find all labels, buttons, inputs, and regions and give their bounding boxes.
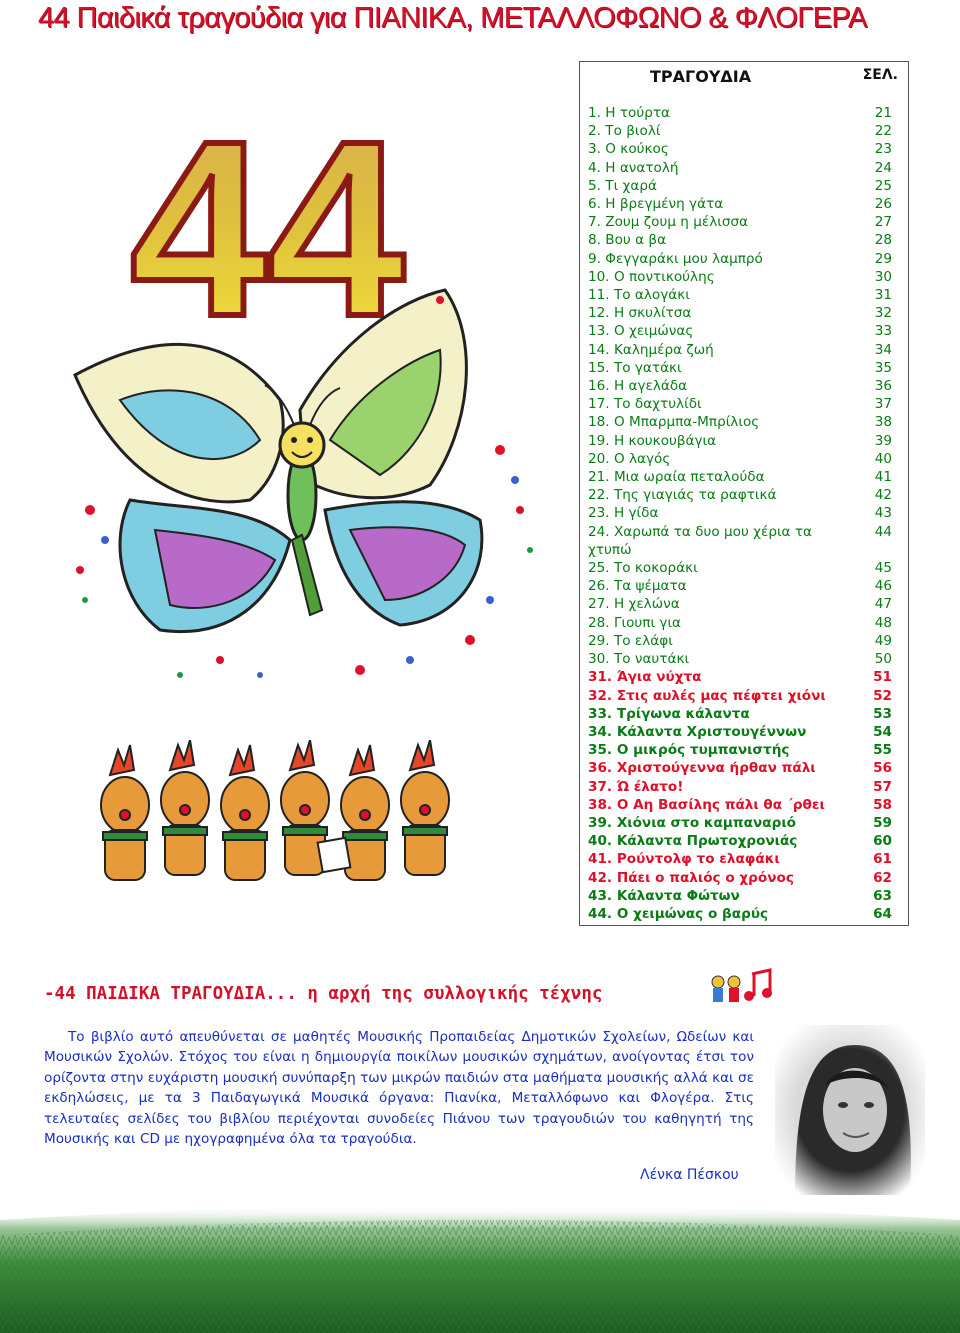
- song-page: 50: [874, 651, 892, 668]
- song-row: [580, 486, 908, 504]
- song-title: 26. Τα ψέματα: [588, 578, 687, 595]
- song-row: [580, 523, 908, 559]
- song-title: 19. Η κουκουβάγια: [588, 432, 717, 449]
- song-row: [580, 359, 908, 377]
- song-title: 12. Η σκυλίτσα: [588, 305, 692, 322]
- song-page: 40: [874, 450, 892, 467]
- song-title: 15. Το γατάκι: [588, 359, 682, 376]
- song-page: 32: [874, 305, 892, 322]
- songs-list: [580, 96, 908, 925]
- song-title: 9. Φεγγαράκι μου λαμπρό: [588, 250, 763, 267]
- children-music-icon: [708, 968, 778, 1008]
- song-title: 5. Τι χαρά: [588, 177, 657, 194]
- song-row: [580, 650, 908, 668]
- song-row: [580, 759, 908, 777]
- song-row: [580, 632, 908, 650]
- song-row: [580, 286, 908, 304]
- song-page: 27: [874, 214, 892, 231]
- song-title: 29. Το ελάφι: [588, 632, 673, 649]
- song-title: 36. Χριστούγεννα ήρθαν πάλι: [588, 760, 816, 777]
- song-title: 16. Η αγελάδα: [588, 378, 688, 395]
- song-title: 42. Πάει ο παλιός ο χρόνος: [588, 869, 794, 886]
- song-row: [580, 450, 908, 468]
- song-row: [580, 468, 908, 486]
- song-row: [580, 341, 908, 359]
- song-page: 26: [874, 196, 892, 213]
- song-row: [580, 322, 908, 340]
- song-row: [580, 850, 908, 868]
- song-row: [580, 778, 908, 796]
- song-title: 34. Κάλαντα Χριστουγέννων: [588, 723, 807, 740]
- song-title: 13. Ο χειμώνας: [588, 323, 694, 340]
- song-title: 4. Η ανατολή: [588, 159, 679, 176]
- song-page: 49: [874, 632, 892, 649]
- song-page: 29: [874, 250, 892, 267]
- song-page: 45: [874, 560, 892, 577]
- song-title: 3. Ο κούκος: [588, 141, 669, 158]
- song-page: 44: [874, 523, 892, 540]
- grass-footer: [0, 1195, 960, 1333]
- song-page: 34: [874, 341, 892, 358]
- song-title: 43. Κάλαντα Φώτων: [588, 887, 740, 904]
- song-title: 22. Της γιαγιάς τα ραφτικά: [588, 487, 777, 504]
- song-page: 38: [874, 414, 892, 431]
- song-page: 57: [873, 778, 892, 795]
- song-title: 28. Γιουπι για: [588, 614, 682, 631]
- song-title: 44. Ο χειμώνας ο βαρύς: [588, 905, 769, 922]
- song-title: 35. Ο μικρός τυμπανιστής: [588, 742, 790, 759]
- song-title: 33. Τρίγωνα κάλαντα: [588, 705, 750, 722]
- song-page: 48: [874, 614, 892, 631]
- song-page: 33: [874, 323, 892, 340]
- songs-table-header: [580, 62, 908, 96]
- song-row: [580, 213, 908, 231]
- song-page: 63: [873, 887, 892, 904]
- song-page: 21: [874, 105, 892, 121]
- song-row: [580, 668, 908, 686]
- author-photo: [775, 1025, 925, 1195]
- song-title: 8. Βου α βα: [588, 232, 667, 249]
- song-row: [580, 250, 908, 268]
- song-title: 10. Ο ποντικούλης: [588, 268, 715, 285]
- song-title: 17. Το δαχτυλίδι: [588, 396, 702, 413]
- song-page: 53: [873, 705, 892, 722]
- song-row: [580, 268, 908, 286]
- song-title: 27. Η χελώνα: [588, 596, 680, 613]
- song-page: 37: [874, 396, 892, 413]
- song-row: [580, 231, 908, 249]
- song-row: [580, 559, 908, 577]
- song-page: 24: [874, 159, 892, 176]
- song-row: [580, 814, 908, 832]
- song-row: [580, 122, 908, 140]
- song-page: 31: [874, 287, 892, 304]
- song-page: 25: [874, 177, 892, 194]
- song-title: 7. Ζουμ ζουμ η μέλισσα: [588, 214, 749, 231]
- song-page: 58: [873, 796, 892, 813]
- songs-header: ΤΡΑΓΟΥΔΙΑ: [650, 67, 752, 86]
- reindeer-illustration: [100, 740, 480, 910]
- song-title: 6. Η βρεγμένη γάτα: [588, 196, 724, 213]
- song-row: [580, 195, 908, 213]
- song-title: 41. Ρούντολφ το ελαφάκι: [588, 851, 780, 868]
- song-row: [580, 377, 908, 395]
- song-row: [580, 705, 908, 723]
- song-row: [580, 140, 908, 158]
- song-row: [580, 887, 908, 905]
- song-page: 28: [874, 232, 892, 249]
- song-page: 47: [874, 596, 892, 613]
- song-page: 54: [873, 723, 892, 740]
- author-name: Λένκα Πέσκου: [640, 1167, 739, 1183]
- song-title: 2. Το βιολί: [588, 123, 661, 140]
- big-44-text: 44: [130, 105, 405, 335]
- song-title: 20. Ο λαγός: [588, 450, 671, 467]
- song-row: [580, 595, 908, 613]
- song-row: [580, 869, 908, 887]
- song-page: 35: [874, 359, 892, 376]
- song-row: [580, 304, 908, 322]
- butterfly-illustration: [60, 280, 580, 700]
- song-page: 30: [874, 268, 892, 285]
- song-page: 52: [873, 687, 892, 704]
- songs-table: [579, 61, 909, 926]
- song-page: 46: [874, 578, 892, 595]
- song-title: 21. Μια ωραία πεταλούδα: [588, 469, 765, 486]
- song-row: [580, 395, 908, 413]
- song-row: [580, 741, 908, 759]
- song-page: 60: [873, 833, 892, 850]
- song-page: 42: [874, 487, 892, 504]
- song-row: [580, 723, 908, 741]
- song-title: 14. Καλημέρα ζωή: [588, 341, 714, 358]
- song-page: 43: [874, 505, 892, 522]
- song-page: 59: [873, 814, 892, 831]
- song-title: 25. Το κοκοράκι: [588, 560, 698, 577]
- song-title: 24. Χαρωπά τα δυο μου χέρια τα χτυπώ: [588, 523, 812, 558]
- song-page: 55: [873, 742, 892, 759]
- song-title: 39. Χιόνια στο καμπαναριό: [588, 814, 796, 831]
- song-title: 32. Στις αυλές μας πέφτει χιόνι: [588, 687, 826, 704]
- song-row: [580, 159, 908, 177]
- song-title: 18. Ο Μπαρμπα-Μπρίλιος: [588, 414, 760, 431]
- song-row: [580, 177, 908, 195]
- song-page: 64: [873, 905, 892, 922]
- song-row: [580, 796, 908, 814]
- song-title: 40. Κάλαντα Πρωτοχρονιάς: [588, 833, 798, 850]
- song-row: [580, 104, 908, 122]
- song-row: [580, 687, 908, 705]
- song-title: 37. Ώ έλατο!: [588, 778, 684, 795]
- song-page: 36: [874, 378, 892, 395]
- song-row: [580, 614, 908, 632]
- song-page: 22: [874, 123, 892, 140]
- song-page: 39: [874, 432, 892, 449]
- song-page: 62: [873, 869, 892, 886]
- song-title: 11. Το αλογάκι: [588, 287, 690, 304]
- song-row: [580, 413, 908, 431]
- song-title: 23. Η γίδα: [588, 505, 659, 522]
- song-row: [580, 504, 908, 522]
- song-title: 1. Η τούρτα: [588, 105, 670, 121]
- song-row: [580, 832, 908, 850]
- song-page: 41: [874, 469, 892, 486]
- song-page: 61: [873, 851, 892, 868]
- intro-paragraph: Το βιβλίο αυτό απευθύνεται σε μαθητές Μουσικής Προπαιδείας Δημοτικών Σχολείων, Ωδείων και Μουσικών Σχολών. Στόχος του είναι η δημιουργία ποικίλων μουσικών σχημάτων, ανοίγοντας έτσι τον ορίζοντα στην ευχάριστη μουσική συνύπαρξη των μικρών παιδιών στα μαθήματα μουσικής αλλά και σε εκδηλώσεις, με τα 3 Παιδαγωγικά Μουσικά όργανα: Πιανίκα, Μεταλλόφωνο και Φλογέρα. Στις τελευταίες σελίδες του βιβλίου περιέχονται συνοδείες Πιάνου των τραγουδιών του καθηγητή της Μουσικής και CD με ηχογραφημένα όλα τα τραγούδια.: [44, 1029, 754, 1148]
- song-title: 38. Ο Αη Βασίλης πάλι θα ΄ρθει: [588, 796, 825, 813]
- song-page: 51: [873, 669, 892, 686]
- song-row: [580, 432, 908, 450]
- song-title: 30. Το ναυτάκι: [588, 651, 690, 668]
- section-heading: -44 ΠΑΙΔΙΚΑ ΤΡΑΓΟΥΔΙΑ... η αρχή της συλλογικής τέχνης: [44, 984, 603, 1004]
- song-title: 31. Άγια νύχτα: [588, 669, 702, 686]
- song-page: 56: [873, 760, 892, 777]
- song-row: [580, 905, 908, 923]
- page-title: 44 Παιδικά τραγούδια για ΠΙΑΝΙΚΑ, ΜΕΤΑΛΛΟΦΩΝΟ & ΦΛΟΓΕΡΑ: [38, 2, 867, 34]
- song-page: 23: [874, 141, 892, 158]
- song-row: [580, 577, 908, 595]
- page-column-header: ΣΕΛ.: [862, 67, 898, 83]
